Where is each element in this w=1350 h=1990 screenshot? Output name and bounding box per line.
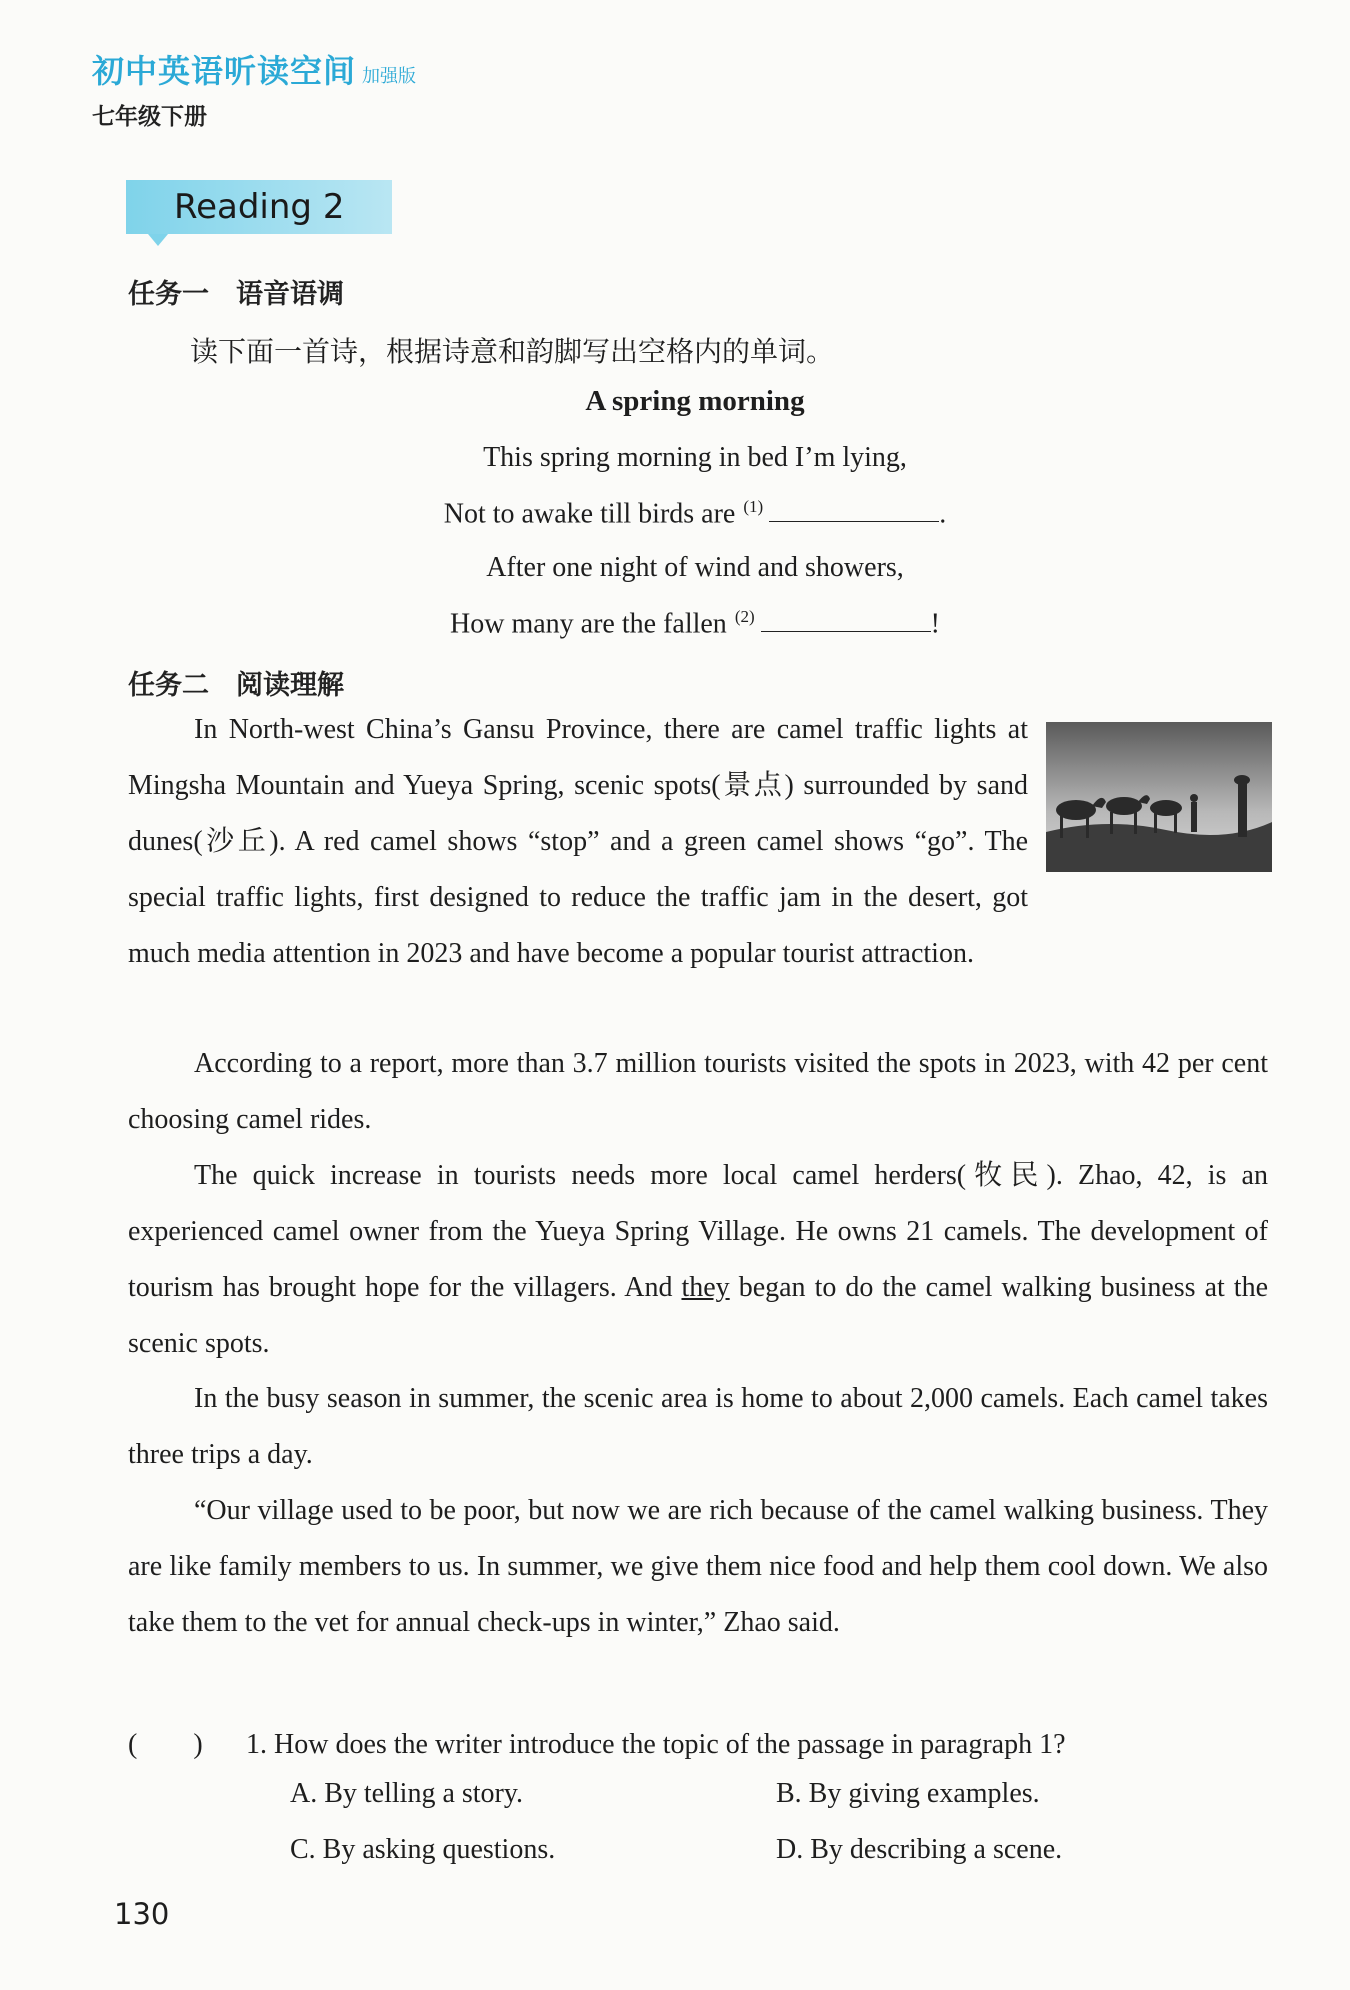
page-number: 130 xyxy=(114,1897,170,1931)
answer-blank-1[interactable] xyxy=(769,499,939,522)
section-banner xyxy=(126,180,392,234)
paragraph-5: “Our village used to be poor, but now we are rich because of the camel walking business. They are like family members to us. In summer, we give them nice food and help them cool down. We also take them to the vet for annual check-ups in winter,” Zhao said. xyxy=(128,1495,1268,1638)
task2-title: 任务二 阅读理解 xyxy=(128,670,344,701)
poem-line-1: This spring morning in bed I’m lying, xyxy=(483,442,907,473)
option-c[interactable]: C. By asking questions. xyxy=(290,1834,556,1865)
grade-label: 七年级下册 xyxy=(92,104,207,130)
paragraph-3: The quick increase in tourists needs more local camel herders(牧民). Zhao, 42, is an experienced camel owner from the Yueya Spring Village. He owns 21 camels. The development of tourism has brought hope for the villagers. And they began to do the camel walking business at the scenic spots. xyxy=(128,1160,1269,1359)
blank-number-2: (2) xyxy=(734,607,755,626)
book-title xyxy=(92,46,416,92)
question-1 xyxy=(128,1722,1066,1762)
poem-title: A spring morning xyxy=(585,385,805,417)
option-a[interactable]: A. By telling a story. xyxy=(290,1778,524,1809)
paragraph-4: In the busy season in summer, the scenic area is home to about 2,000 camels. Each camel takes three trips a day. xyxy=(128,1383,1268,1470)
brand-name: 初中英语听读空间 xyxy=(92,52,357,90)
question-text: 1. How does the writer introduce the topic of the passage in paragraph 1? xyxy=(246,1729,1066,1760)
page-header xyxy=(92,46,416,131)
answer-blank-2[interactable] xyxy=(761,609,931,632)
paragraph-2: According to a report, more than 3.7 million tourists visited the spots in 2023, with 42 per cent choosing camel rides. xyxy=(128,1048,1268,1135)
paragraph-1: In North-west China’s Gansu Province, there are camel traffic lights at Mingsha Mountain and Yueya Spring, scenic spots(景点) surrounded by sand dunes(沙丘). A red camel shows “stop” and a green camel shows “go”. The special traffic lights, first designed to reduce the traffic jam in the desert, got much media attention in 2023 and have become a popular tourist attraction. xyxy=(128,714,1028,969)
task1-title: 任务一 语音语调 xyxy=(128,279,344,310)
banner-tail xyxy=(148,234,168,246)
poem-line-2: Not to awake till birds are $^{(1)}$ . xyxy=(443,497,947,530)
blank-number-1: (1) xyxy=(743,497,764,516)
camel-photo xyxy=(1046,722,1272,872)
task1-instruction: 读下面一首诗，根据诗意和韵脚写出空格内的单词。 xyxy=(190,337,835,368)
camel-caravan-image xyxy=(1046,722,1272,872)
underlined-word-they: they xyxy=(681,1272,730,1303)
answer-paren[interactable]: ( ) xyxy=(128,1729,203,1760)
option-b[interactable]: B. By giving examples. xyxy=(776,1778,1040,1809)
poem-line-4: How many are the fallen $^{(2)}$ ! xyxy=(450,607,940,640)
edition-label: 加强版 xyxy=(362,66,417,86)
option-d[interactable]: D. By describing a scene. xyxy=(776,1834,1063,1865)
poem-line-3: After one night of wind and showers, xyxy=(486,552,904,583)
section-title: Reading 2 xyxy=(174,187,345,227)
